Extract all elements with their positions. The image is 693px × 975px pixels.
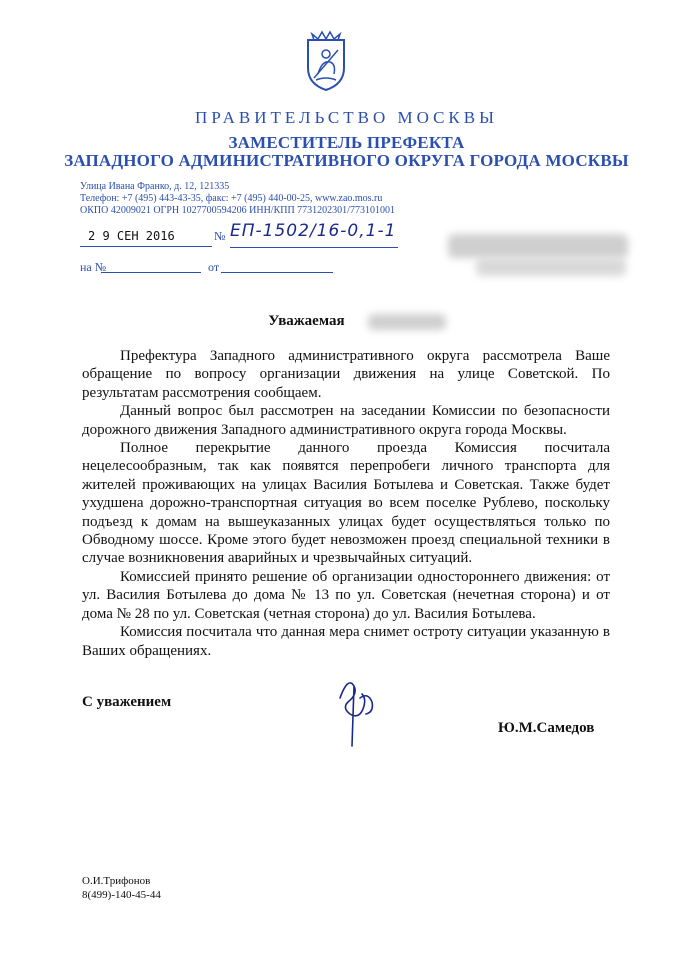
salutation bbox=[0, 313, 693, 330]
contacts-line: Телефон: +7 (495) 443-43-35, факс: +7 (495) 440-00-25, www.zao.mos.ru bbox=[80, 193, 383, 204]
paragraph: Комиссия посчитала что данная мера снимет остроту ситуации указанную в Ваших обращениях. bbox=[82, 624, 610, 659]
redacted-recipient bbox=[448, 234, 628, 258]
department-title-line1: ЗАМЕСТИТЕЛЬ ПРЕФЕКТА bbox=[228, 133, 465, 152]
moscow-coat-of-arms-icon bbox=[300, 30, 352, 92]
paragraph: Данный вопрос был рассмотрен на заседании Комиссии по безопасности дорожного движения Западного административного округа города Москвы. bbox=[82, 403, 610, 438]
executor-name: О.И.Трифонов bbox=[82, 875, 151, 887]
letter-body bbox=[82, 347, 610, 660]
signer-name: Ю.М.Самедов bbox=[498, 720, 595, 736]
executor-phone: 8(499)-140-45-44 bbox=[82, 889, 161, 901]
redacted-recipient-name bbox=[368, 314, 446, 330]
registration-number: ЕП-1502/16-0,1-1 bbox=[230, 221, 398, 248]
handwritten-signature bbox=[320, 668, 380, 748]
paragraph: Префектура Западного административного округа рассмотрела Ваше обращение по вопросу организации движения на улице Советской. По результатам рассмотрения сообщаем. bbox=[82, 348, 610, 401]
department-title-line2: ЗАПАДНОГО АДМИНИСТРАТИВНОГО ОКРУГА ГОРОДА МОСКВЫ bbox=[64, 151, 629, 170]
reference-number-blank bbox=[101, 272, 201, 273]
number-sign: № bbox=[214, 229, 226, 243]
redacted-recipient-line2 bbox=[476, 258, 626, 276]
salutation-text: Уважаемая bbox=[268, 313, 345, 329]
paragraph: Комиссией принято решение об организации одностороннего движения: от ул. Василия Ботылева до дома № 13 по ул. Советская (нечетная сторона) и от дома № 28 по ул. Советская (четная сторона) до ул. Василия Ботылева. bbox=[82, 568, 610, 622]
paragraph: Полное перекрытие данного проезда Комиссия посчитала нецелесообразным, так как появятся перепробеги личного транспорта для жителей проживающих на улицах Василия Ботылева и Советская. Также будет ухудшена дорожно-транспортная ситуация во всем поселке Рублево, поскольку подъезд к домам на вышеуказанных улицах будет осуществляться только по Обводному шоссе. Кроме этого будет невозможен проезд специальной техники в случае возникновения аварийных и чрезвычайных ситуаций. bbox=[82, 440, 610, 567]
registration-line bbox=[80, 221, 400, 251]
reference-date-blank bbox=[221, 272, 333, 273]
reference-number-label: на № bbox=[80, 260, 107, 274]
closing-regards: С уважением bbox=[82, 694, 172, 710]
reference-date-label: от bbox=[208, 260, 220, 274]
government-title: ПРАВИТЕЛЬСТВО МОСКВЫ bbox=[195, 108, 498, 127]
address-line: Улица Ивана Франко, д. 12, 121335 bbox=[80, 181, 230, 192]
registry-codes-line: ОКПО 42009021 ОГРН 1027700594206 ИНН/КПП 7731202301/773101001 bbox=[80, 205, 395, 216]
registration-date: 2 9 СЕН 2016 bbox=[80, 229, 212, 247]
